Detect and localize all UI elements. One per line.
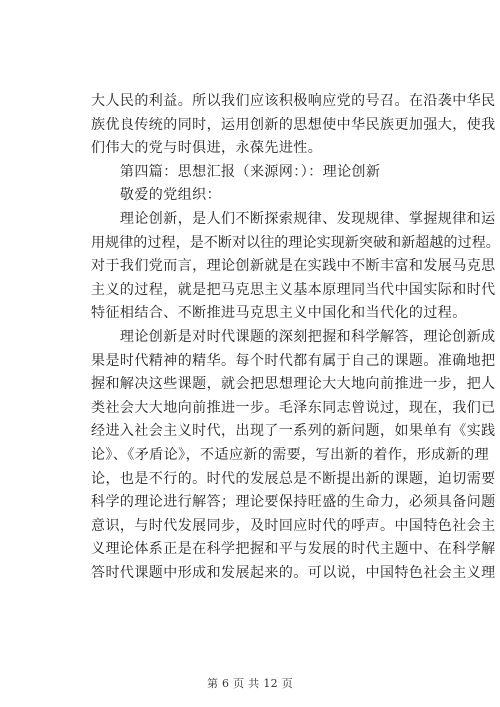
text-line: 类社会大大地向前推进一步。毛泽东同志曾说过，现在，我们已 (91, 399, 496, 416)
text-line: 们伟大的党与时俱进，永葆先进性。 (91, 140, 323, 157)
text-line: 理论创新，是人们不断探索规律、发现规律、掌握规律和运 (91, 210, 496, 227)
text-line: 握和解决这些课题，就会把思想理论大大地向前推进一步，把人 (91, 376, 496, 393)
page-footer: 第 6 页 共 12 页 (206, 677, 294, 690)
text-line: 主义的过程，就是把马克思主义基本原理同当代中国实际和时代 (91, 281, 496, 298)
text-line: 答时代课题中形成和发展起来的。可以说，中国特色社会主义理 (91, 564, 496, 581)
text-line: 论，也是不行的。时代的发展总是不断提出新的课题，迫切需要 (91, 470, 496, 487)
text-line: 族优良传统的同时，运用创新的思想使中华民族更加强大，使我 (91, 116, 496, 133)
text-line: 果是时代精神的精华。每个时代都有属于自己的课题。准确地把 (91, 352, 496, 369)
section-heading: 第四篇：思想汇报（来源网：）：理论创新 (91, 163, 381, 180)
text-line: 意识，与时代发展同步，及时回应时代的呼声。中国特色社会主 (91, 517, 496, 534)
text-line: 理论创新是对时代课题的深刻把握和科学解答，理论创新成 (91, 328, 496, 345)
salutation: 敬爱的党组织： (91, 187, 222, 204)
text-line: 义理论体系正是在科学把握和平与发展的时代主题中、在科学解 (91, 541, 496, 558)
text-line: 经进入社会主义时代，出现了一系列的新问题，如果单有《实践 (91, 423, 496, 440)
text-line: 大人民的利益。所以我们应该积极响应党的号召。在沿袭中华民 (91, 93, 496, 109)
text-line: 对于我们党而言，理论创新就是在实践中不断丰富和发展马克思 (91, 258, 496, 275)
text-line: 用规律的过程，是不断对以往的理论实现新突破和新超越的过程。 (91, 234, 500, 251)
text-line: 论》、《矛盾论》，不适应新的需要，写出新的着作，形成新的理 (91, 446, 490, 463)
body-text (91, 90, 500, 585)
text-line: 特征相结合、不断推进马克思主义中国化和当代化的过程。 (91, 305, 467, 322)
text-line: 科学的理论进行解答；理论要保持旺盛的生命力，必须具备问题 (91, 494, 496, 511)
